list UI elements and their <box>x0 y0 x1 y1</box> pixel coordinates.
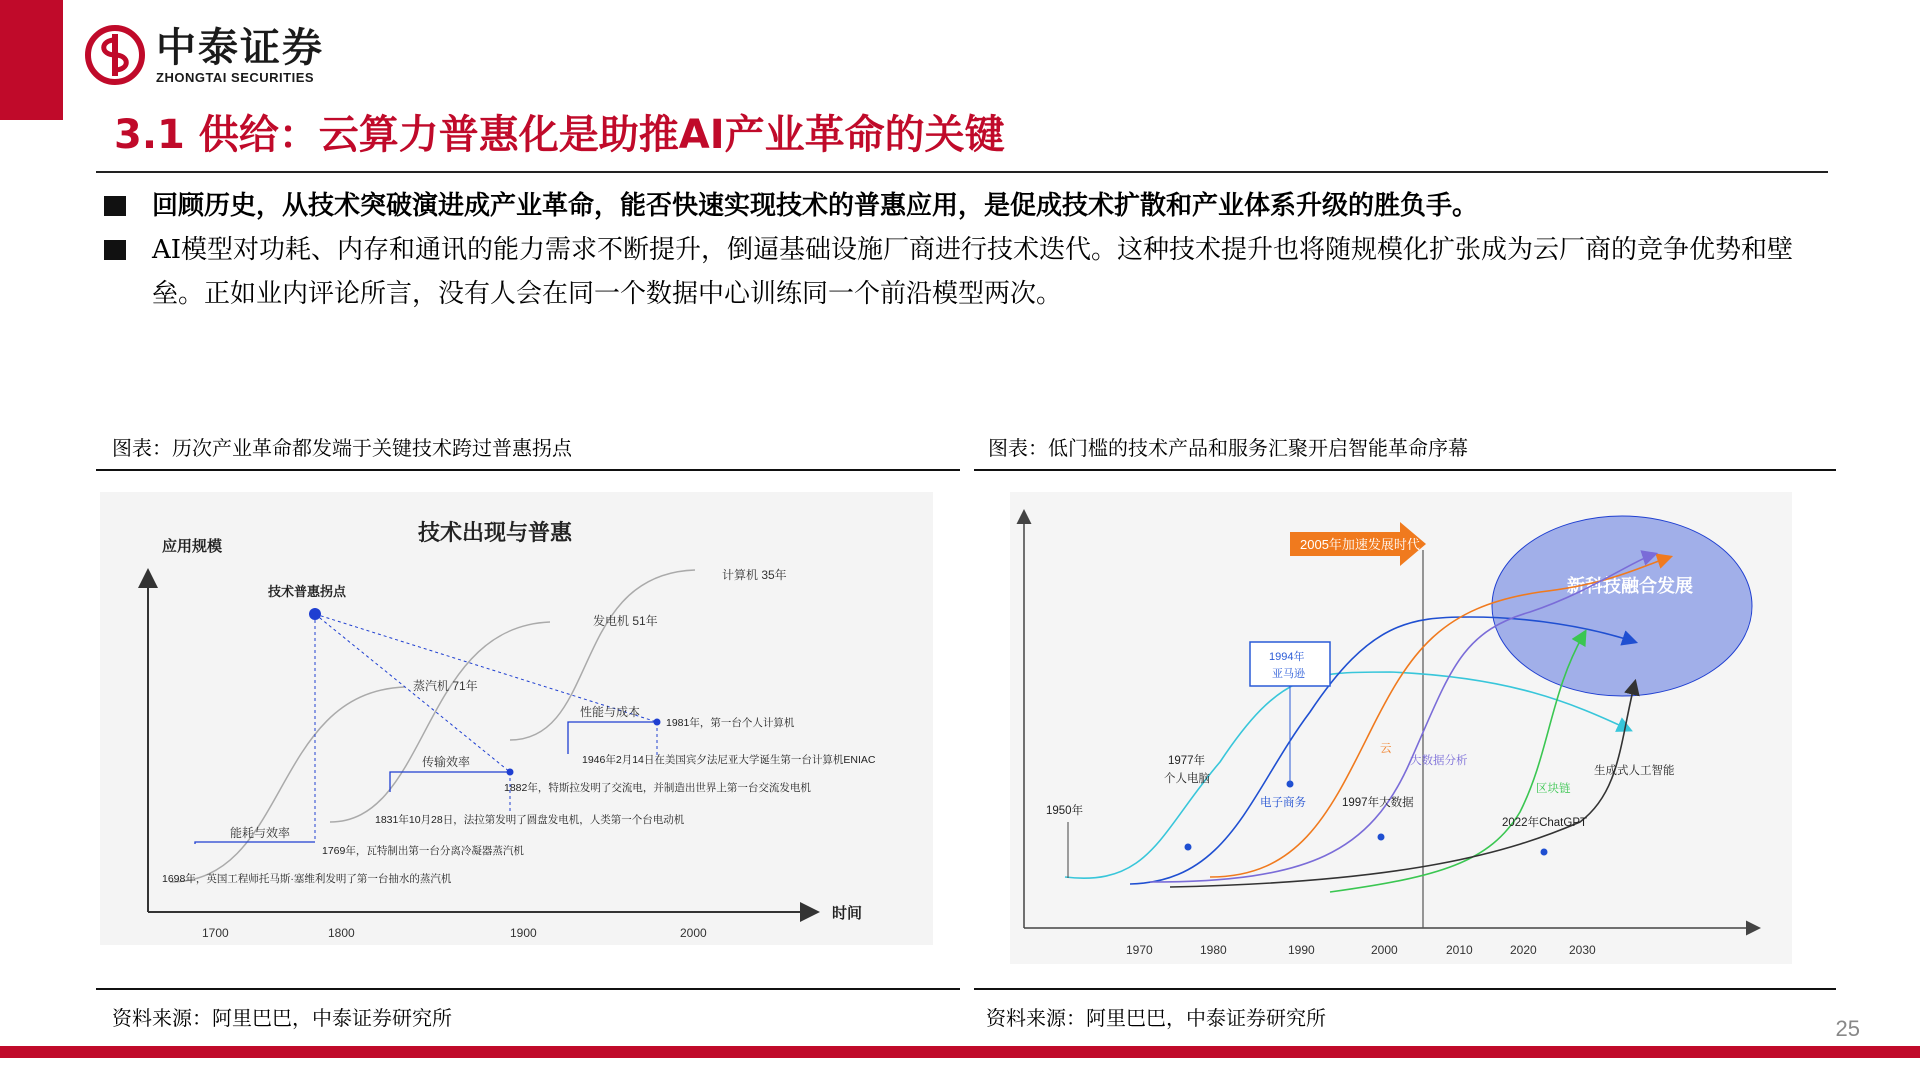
series-label: 云 <box>1380 743 1392 755</box>
fusion-ellipse <box>1492 516 1752 696</box>
right-source-note: 资料来源：阿里巴巴，中泰证券研究所 <box>986 1006 1326 1030</box>
bottom-accent-bar <box>0 1046 1920 1058</box>
inflection-label: 技术普惠拐点 <box>268 584 347 599</box>
dotted-line <box>315 614 510 772</box>
series-label: 电子商务 <box>1260 797 1306 809</box>
bullet-square-icon <box>104 196 126 216</box>
company-logo <box>84 24 324 86</box>
event-annotation: 1882年，特斯拉发明了交流电，并制造出世界上第一台交流发电机 <box>504 782 811 794</box>
point-label: 1977年 <box>1168 755 1206 767</box>
corner-accent-bar <box>0 0 63 120</box>
callout-year: 1994年 <box>1269 651 1305 663</box>
event-dot <box>1185 844 1192 851</box>
x-axis-label: 时间 <box>832 905 863 922</box>
x-tick-label: 1800 <box>328 926 355 940</box>
bullet-item <box>104 184 1844 228</box>
page-number: 25 <box>1835 1016 1860 1041</box>
series-label: 区块链 <box>1536 783 1571 795</box>
event-annotation: 1698年，英国工程师托马斯·塞维利发明了第一台抽水的蒸汽机 <box>162 873 452 885</box>
gap-bracket <box>568 722 657 754</box>
x-tick-label: 2000 <box>680 926 707 940</box>
point-label: 1950年 <box>1046 805 1084 817</box>
point-label: 1997年大数据 <box>1342 797 1414 809</box>
logo-english-name: ZHONGTAI SECURITIES <box>156 69 315 85</box>
event-dot <box>507 769 514 776</box>
x-tick-label: 1700 <box>202 926 229 940</box>
left-source-rule <box>96 988 960 990</box>
bullet-text: 回顾历史，从技术突破演进成产业革命，能否快速实现技术的普惠应用，是促成技术扩散和产业体系升级的胜负手。 <box>152 191 1479 221</box>
page-title: 3.1 供给：云算力普惠化是助推AI产业革命的关键 <box>114 112 1005 158</box>
point-label: 2022年ChatGPT <box>1502 817 1588 829</box>
ellipse-label: 新科技融合发展 <box>1567 576 1693 596</box>
series-label: 大数据分析 <box>1410 755 1468 767</box>
curve-label: 发电机 51年 <box>593 614 658 628</box>
logo-chinese-name: 中泰证券 <box>156 24 324 71</box>
point-label: 个人电脑 <box>1164 773 1210 785</box>
event-annotation: 1946年2月14日在美国宾夕法尼亚大学诞生第一台计算机ENIAC <box>582 754 876 766</box>
x-tick-label: 2000 <box>1371 943 1398 957</box>
gap-label: 性能与成本 <box>580 705 641 719</box>
gap-bracket <box>195 842 315 844</box>
x-tick-label: 1990 <box>1288 943 1315 957</box>
chart-title: 技术出现与普惠 <box>418 520 573 545</box>
event-annotation: 1831年10月28日，法拉第发明了圆盘发电机，人类第一个台电动机 <box>375 814 685 826</box>
gap-label: 能耗与效率 <box>230 826 291 840</box>
left-source-note: 资料来源：阿里巴巴，中泰证券研究所 <box>112 1006 452 1030</box>
event-annotation: 1981年，第一台个人计算机 <box>666 717 795 729</box>
event-dot <box>1541 849 1548 856</box>
x-tick-label: 2010 <box>1446 943 1473 957</box>
left-chart-svg <box>100 492 933 945</box>
bullet-item <box>104 228 1844 316</box>
right-chart-svg <box>1010 492 1792 964</box>
curve-label: 计算机 35年 <box>722 568 787 582</box>
left-chart-caption: 图表：历次产业革命都发端于关键技术跨过普惠拐点 <box>112 436 572 460</box>
left-chart <box>100 492 933 945</box>
right-chart-caption: 图表：低门槛的技术产品和服务汇聚开启智能革命序幕 <box>988 436 1468 460</box>
x-tick-label: 1980 <box>1200 943 1227 957</box>
x-tick-label: 2020 <box>1510 943 1537 957</box>
banner-label: 2005年加速发展时代 <box>1300 537 1420 552</box>
right-chart <box>1010 492 1792 964</box>
title-divider <box>96 171 1828 173</box>
zhongtai-logo-icon <box>84 24 146 86</box>
series-label: 生成式人工智能 <box>1594 765 1675 777</box>
bullet-list <box>104 184 1844 316</box>
x-tick-label: 2030 <box>1569 943 1596 957</box>
x-tick-label: 1900 <box>510 926 537 940</box>
y-axis-label: 应用规模 <box>162 538 223 555</box>
right-caption-rule <box>974 469 1836 471</box>
event-dot <box>654 719 661 726</box>
left-caption-rule <box>96 469 960 471</box>
bullet-text: AI模型对功耗、内存和通讯的能力需求不断提升，倒逼基础设施厂商进行技术迭代。这种技术提升也将随规模化扩张成为云厂商的竞争优势和壁垒。正如业内评论所言，没有人会在同一个数据中心训练同一个前沿模型两次。 <box>152 235 1794 309</box>
gap-bracket <box>390 772 510 792</box>
curve-label: 蒸汽机 71年 <box>413 679 478 693</box>
callout-company: 亚马逊 <box>1272 668 1305 680</box>
bullet-square-icon <box>104 240 126 260</box>
gap-label: 传输效率 <box>422 755 471 769</box>
event-annotation: 1769年，瓦特制出第一台分离冷凝器蒸汽机 <box>322 845 524 857</box>
right-source-rule <box>974 988 1836 990</box>
x-tick-label: 1970 <box>1126 943 1153 957</box>
event-dot <box>1378 834 1385 841</box>
